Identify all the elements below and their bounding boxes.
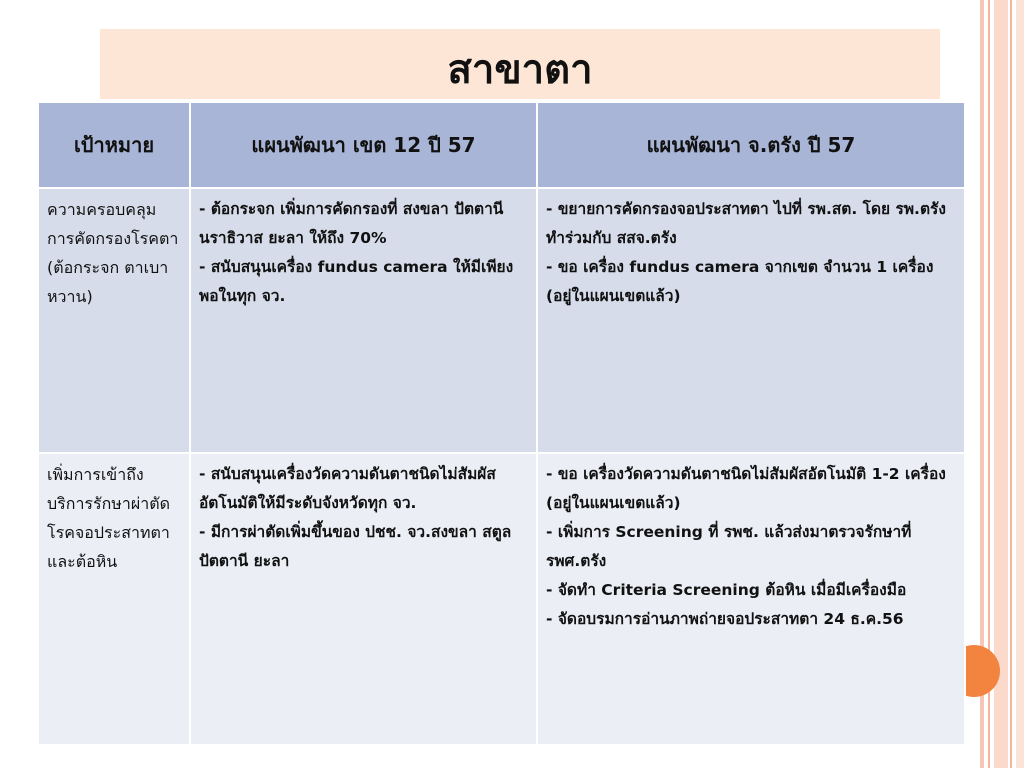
region-plan-cell xyxy=(190,188,537,453)
plan-item: - สนับสนุนเครื่อง fundus camera ให้มีเพียงพอในทุก จว. xyxy=(199,258,514,305)
header-region-plan: แผนพัฒนา เขต 12 ปี 57 xyxy=(190,102,537,188)
plan-item: - จัดทำ Criteria Screening ต้อหิน เมื่อมีเครื่องมือ xyxy=(546,581,907,599)
plan-item: - จัดอบรมการอ่านภาพถ่ายจอประสาทตา 24 ธ.ค.56 xyxy=(546,610,904,628)
region-plan-cell xyxy=(190,453,537,745)
header-goal: เป้าหมาย xyxy=(38,102,190,188)
plan-item: - ขอ เครื่อง fundus camera จากเขต จำนวน 1 เครื่อง (อยู่ในแผนเขตแล้ว) xyxy=(546,258,934,305)
goal-cell: เพิ่มการเข้าถึงบริการรักษาผ่าตัดโรคจอประสาทตาและต้อหิน xyxy=(38,453,190,745)
plan-item: - ต้อกระจก เพิ่มการคัดกรองที่ สงขลา ปัตตานี นราธิวาส ยะลา ให้ถึง 70% xyxy=(199,200,504,247)
table-row xyxy=(38,453,965,745)
plan-item: - ขยายการคัดกรองจอประสาทตา ไปที่ รพ.สต. โดย รพ.ตรัง ทำร่วมกับ สสจ.ตรัง xyxy=(546,200,946,247)
plan-item: - ขอ เครื่องวัดความดันตาชนิดไม่สัมผัสอัตโนมัติ 1-2 เครื่อง (อยู่ในแผนเขตแล้ว) xyxy=(546,465,946,512)
province-plan-cell xyxy=(537,453,965,745)
plan-item: - มีการผ่าตัดเพิ่มขึ้นของ ปชช. จว.สงขลา สตูล ปัตตานี ยะลา xyxy=(199,523,512,570)
plan-item: - เพิ่มการ Screening ที่ รพช. แล้วส่งมาตรวจรักษาที่ รพศ.ตรัง xyxy=(546,523,912,570)
plan-table xyxy=(37,101,966,746)
plan-item: - สนับสนุนเครื่องวัดความดันตาชนิดไม่สัมผัสอัตโนมัติให้มีระดับจังหวัดทุก จว. xyxy=(199,465,496,512)
table-row xyxy=(38,188,965,453)
goal-cell: ความครอบคลุมการคัดกรองโรคตา (ต้อกระจก ตาเบาหวาน) xyxy=(38,188,190,453)
table-header-row xyxy=(38,102,965,188)
header-province-plan: แผนพัฒนา จ.ตรัง ปี 57 xyxy=(537,102,965,188)
slide-title: สาขาตา xyxy=(447,47,593,93)
province-plan-cell xyxy=(537,188,965,453)
